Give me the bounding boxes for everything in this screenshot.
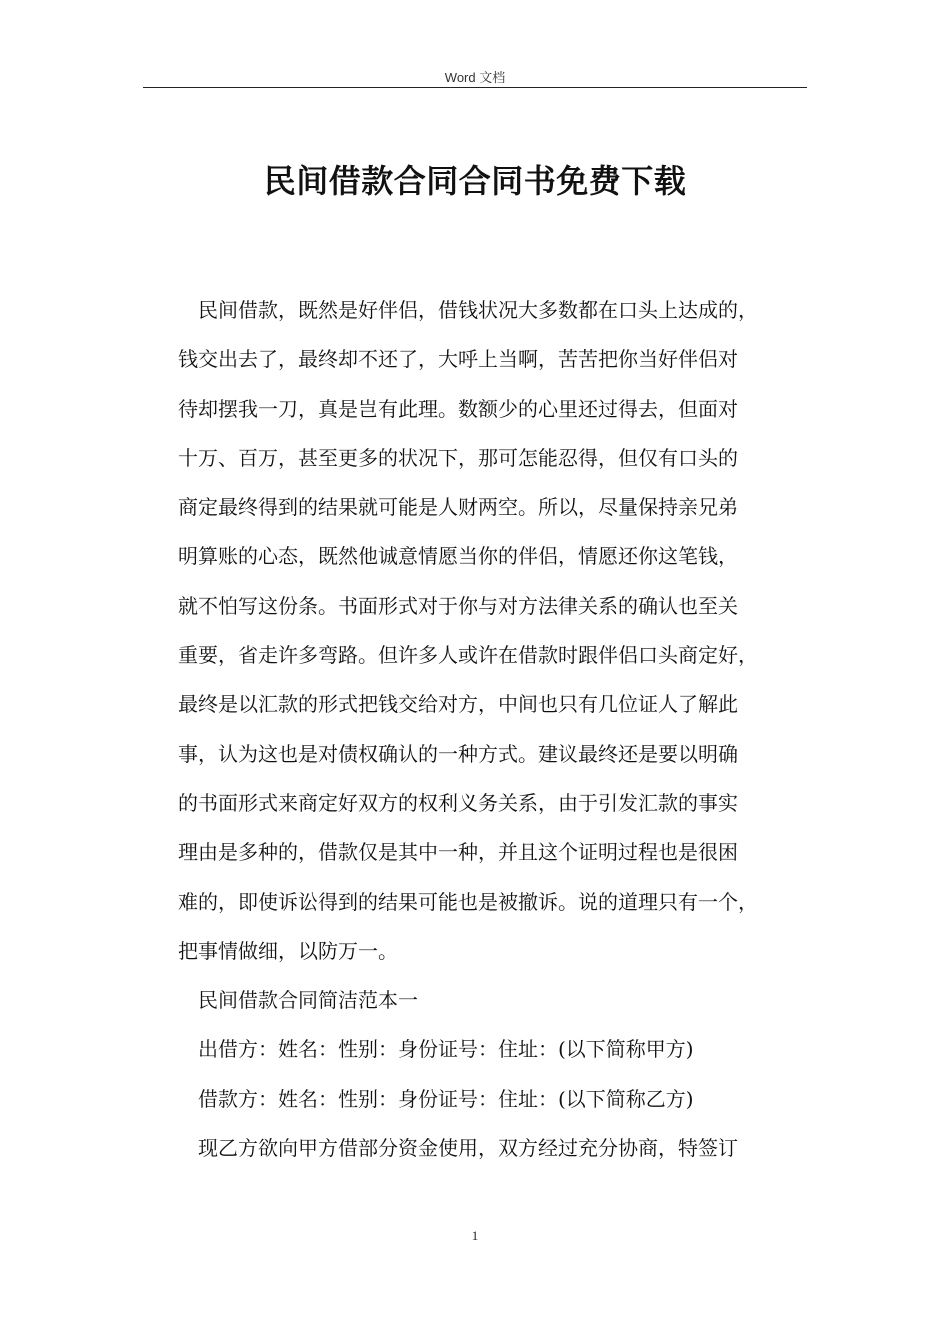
header-divider	[143, 87, 807, 88]
paragraph-line: 待却摆我一刀，真是岂有此理。数额少的心里还过得去，但面对	[178, 396, 738, 421]
section-heading: 民间借款合同简洁范本一	[198, 988, 418, 1013]
agreement-intro-line: 现乙方欲向甲方借部分资金使用，双方经过充分协商，特签订	[198, 1136, 738, 1161]
paragraph-line: 重要，省走许多弯路。但许多人或许在借款时跟伴侣口头商定好，	[178, 643, 758, 668]
paragraph-line: 最终是以汇款的形式把钱交给对方，中间也只有几位证人了解此	[178, 692, 738, 717]
page-header-label: Word 文档	[444, 70, 506, 85]
paragraph-line: 商定最终得到的结果就可能是人财两空。所以，尽量保持亲兄弟	[178, 495, 738, 520]
document-body	[178, 286, 802, 1173]
paragraph-line: 十万、百万，甚至更多的状况下，那可怎能忍得，但仅有口头的	[178, 445, 738, 470]
paragraph-line: 就不怕写这份条。书面形式对于你与对方法律关系的确认也至关	[178, 593, 738, 618]
paragraph-line: 民间借款，既然是好伴侣，借钱状况大多数都在口头上达成的，	[198, 298, 758, 322]
paragraph-line: 事，认为这也是对债权确认的一种方式。建议最终还是要以明确	[178, 741, 738, 766]
paragraph-line: 把事情做细，以防万一。	[178, 938, 398, 963]
paragraph-line: 难的，即使诉讼得到的结果可能也是被撤诉。说的道理只有一个，	[178, 889, 758, 914]
page-number: 1	[471, 1228, 479, 1243]
paragraph-line: 理由是多种的，借款仅是其中一种，并且这个证明过程也是很困	[178, 840, 738, 865]
intro-paragraph	[178, 286, 802, 976]
document-title: 民间借款合同合同书免费下载	[263, 162, 687, 200]
borrower-info-line: 借款方：姓名：性别：身份证号：住址：(以下简称乙方)	[198, 1086, 694, 1111]
paragraph-line: 的书面形式来商定好双方的权利义务关系，由于引发汇款的事实	[178, 790, 738, 815]
paragraph-line: 钱交出去了，最终却不还了，大呼上当啊，苦苦把你当好伴侣对	[178, 347, 738, 372]
paragraph-line: 明算账的心态，既然他诚意情愿当你的伴侣，情愿还你这笔钱，	[178, 544, 738, 569]
lender-info-line: 出借方：姓名：性别：身份证号：住址：(以下简称甲方)	[198, 1037, 694, 1062]
